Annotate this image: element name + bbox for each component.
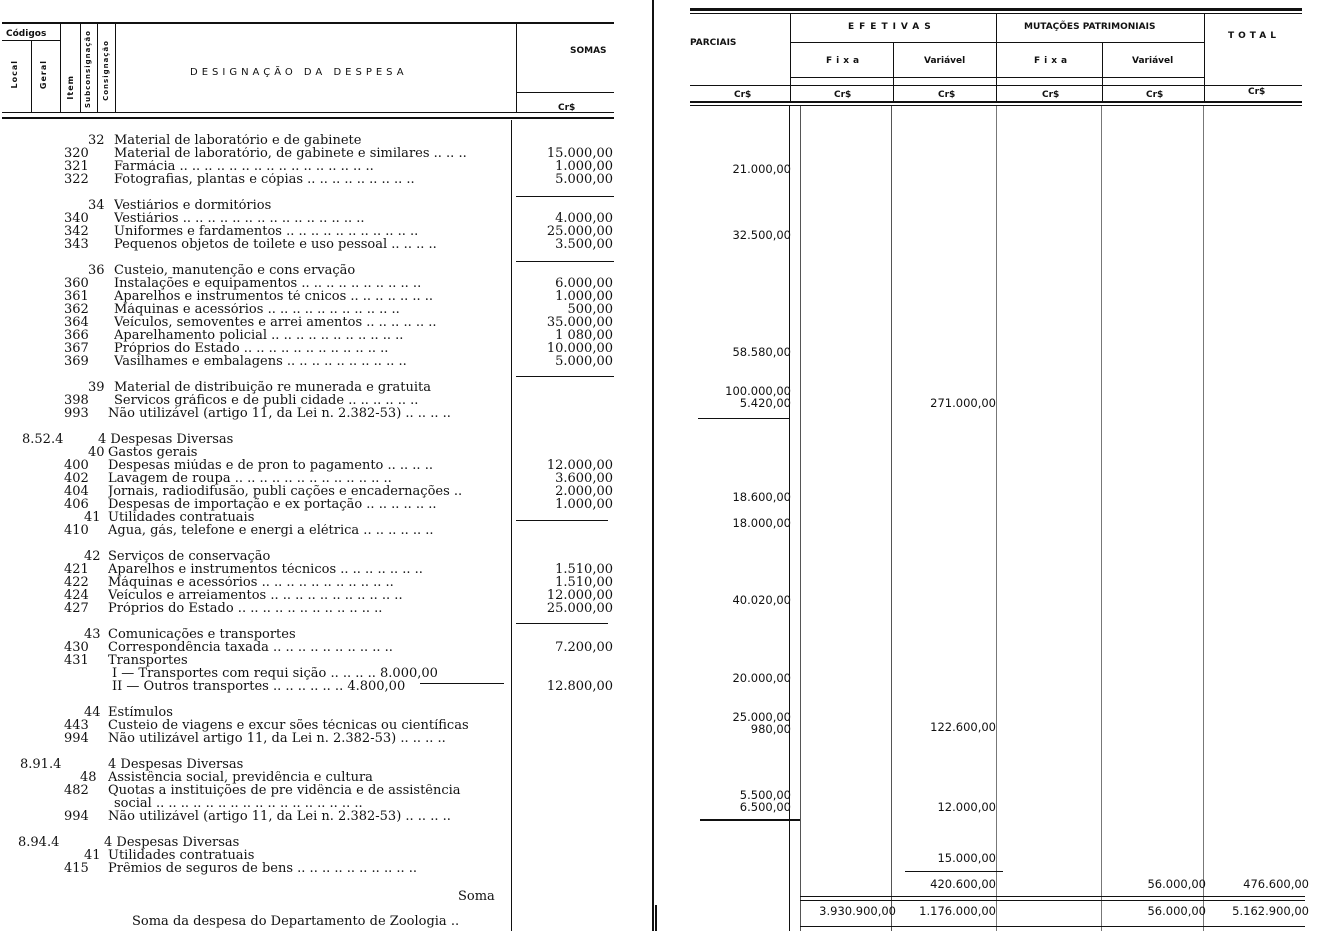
row-code: 320 [64,146,89,161]
row-code: 42 [84,549,101,564]
section-rule [516,196,614,197]
variavel-value: 15.000,00 [937,851,996,865]
row-description: Gastos gerais [108,446,198,459]
row-description: Despesas miúdas e de pron to pagamento .. .. .. .. [108,459,433,472]
row-code: 415 [64,861,89,876]
codigos-label: Códigos [6,29,47,39]
row-code: 994 [64,809,89,824]
row-description: Fotografias, plantas e cópias .. .. .. .. .. .. .. .. .. [114,173,415,186]
row-code: 340 [64,211,89,226]
row-description: Próprios do Estado .. .. .. .. .. .. .. .. .. .. .. .. [108,602,383,615]
row-description: Jornais, radiodifusão, publi cações e encadernações .. [108,485,463,498]
row-value: 10.000,00 [546,341,613,356]
row-code: 32 [88,133,105,148]
row-description: Correspondência taxada .. .. .. .. .. .. .. .. .. .. [108,641,393,654]
row-code: 366 [64,328,89,343]
row-value: 1.000,00 [555,497,613,512]
header-top-rule [2,22,614,24]
page-gutter [655,905,657,931]
variavel2-header: Variável [1132,56,1174,66]
row-description: Material de distribuição re munerada e gratuita [114,381,431,394]
row-code: 8.52.4 [22,432,64,447]
sum-rule [800,900,1305,901]
sum-mutacoes-variavel: 56.000,00 [1147,877,1206,891]
row-code: 362 [64,302,89,317]
row-code: 443 [64,718,89,733]
row-description: Aparelhamento policial .. .. .. .. .. .. .. .. .. .. .. [114,329,404,342]
row-value: 1.510,00 [555,562,613,577]
cur-variavel2: Cr$ [1146,90,1164,100]
row-description: Agua, gás, telefone e energi a elétrica .. .. .. .. .. .. [108,524,434,537]
row-code: 400 [64,458,89,473]
col-rule [790,14,791,103]
row-value: 500,00 [567,302,613,317]
row-description: Servicos gráficos e de publi cidade .. .. .. .. .. .. [114,394,419,407]
row-description: Custeio, manutenção e cons ervação [114,264,356,277]
item-label: Item [66,75,75,100]
row-description: Veículos, semoventes e arrei amentos .. .. .. .. .. .. [114,316,437,329]
row-value: 6.000,00 [555,276,613,291]
cur-total: Cr$ [1248,87,1266,97]
parcial-value: 980,00 [750,722,791,736]
col-rule [996,14,997,103]
section-rule [516,520,608,521]
somas-header: SOMAS [570,46,607,56]
row-value: 2.000,00 [555,484,613,499]
col-rule [1101,106,1102,931]
parcial-value: 18.600,00 [732,490,791,504]
page-gutter [652,0,654,931]
variavel-value: 12.000,00 [937,800,996,814]
row-code: 424 [64,588,89,603]
section-rule [516,261,614,262]
row-description: Lavagem de roupa .. .. .. .. .. .. .. .. .. .. .. .. .. [108,472,392,485]
row-value: 1 080,00 [555,328,613,343]
row-description: Soma [458,890,495,903]
row-value: 12.000,00 [546,588,613,603]
row-value: 15.000,00 [546,146,613,161]
sub-rule [420,683,504,684]
right-top-rule [690,8,1302,11]
col-rule [800,106,801,931]
row-code: 48 [80,770,97,785]
row-code: 430 [64,640,89,655]
row-value: 1.000,00 [555,159,613,174]
variavel-value: 271.000,00 [930,396,996,410]
row-code: 410 [64,523,89,538]
parcial-value: 58.580,00 [732,345,791,359]
parcial-value: 20.000,00 [732,671,791,685]
col-rule [996,106,997,931]
fixa2-header: Fixa [1034,56,1072,66]
row-code: 406 [64,497,89,512]
row-code: 369 [64,354,89,369]
row-description: Máquinas e acessórios .. .. .. .. .. .. .. .. .. .. .. [114,303,400,316]
row-value: 5.000,00 [555,354,613,369]
designacao-header: DESIGNAÇÃO DA DESPESA [190,67,408,78]
parcial-value: 32.500,00 [732,228,791,242]
row-value: 12.000,00 [546,458,613,473]
row-code: 36 [88,263,105,278]
parcial-value: 25.000,00 [732,710,791,724]
row-description: Uniformes e fardamentos .. .. .. .. .. .. .. .. .. .. .. [114,225,419,238]
row-description: Soma da despesa do Departamento de Zoologia .. [132,915,460,928]
sum-variavel: 420.600,00 [930,877,996,891]
parcial-value: 100.000,00 [725,384,791,398]
row-value: 35.000,00 [546,315,613,330]
row-code: 427 [64,601,89,616]
row-code: 8.94.4 [18,835,60,850]
grand-mutacoes-variavel: 56.000,00 [1147,904,1206,918]
row-value: 12.800,00 [546,679,613,694]
row-description: 4 Despesas Diversas [108,758,244,771]
parcial-value: 5.420,00 [739,396,791,410]
parcial-value: 6.500,00 [739,800,791,814]
row-code: 994 [64,731,89,746]
sum-rule [700,819,800,821]
row-code: 343 [64,237,89,252]
row-value: 25.000,00 [546,601,613,616]
row-code: 322 [64,172,89,187]
row-description: Serviços de conservação [108,550,271,563]
somas-currency: Cr$ [558,103,576,113]
row-code: 431 [64,653,89,668]
row-description: Não utilizável (artigo 11, da Lei n. 2.382-53) .. .. .. .. [108,810,451,823]
row-code: 404 [64,484,89,499]
sum-total: 476.600,00 [1243,877,1309,891]
row-code: 34 [88,198,105,213]
row-value: 25.000,00 [546,224,613,239]
subconsignacao-label: Subconsignação [84,30,92,108]
geral-label: Geral [39,60,48,90]
sum-rule [905,871,1003,872]
mutacoes-header: MUTAÇÕES PATRIMONIAIS [1024,22,1156,32]
row-description: Custeio de viagens e excur sões técnicas ou científicas [108,719,469,732]
row-description: Vestiários e dormitórios [114,199,272,212]
row-description: Transportes [108,654,188,667]
row-description: social .. .. .. .. .. .. .. .. .. .. .. .. .. .. .. .. .. [114,797,363,810]
col-rule [1102,43,1103,103]
row-description: Não utilizável artigo 11, da Lei n. 2.382-53) .. .. .. .. [108,732,446,745]
somas-rule [516,92,614,93]
grand-fixa: 3.930.900,00 [819,904,896,918]
col-rule [115,24,116,112]
row-description: Próprios do Estado .. .. .. .. .. .. .. .. .. .. .. .. [114,342,389,355]
total-header: TOTAL [1228,31,1280,41]
cur-parciais: Cr$ [734,90,752,100]
row-description: Aparelhos e instrumentos té cnicos .. .. .. .. .. .. .. [114,290,434,303]
row-code: 364 [64,315,89,330]
col-rule [80,24,81,112]
variavel-value: 122.600,00 [930,720,996,734]
row-code: 41 [84,848,101,863]
row-value: 1.000,00 [555,289,613,304]
row-value: 1.510,00 [555,575,613,590]
row-code: 40 [88,445,105,460]
row-code: 421 [64,562,89,577]
grand-total: 5.162.900,00 [1232,904,1309,918]
row-description: II — Outros transportes .. .. .. .. .. .. 4.800,00 [112,680,406,693]
row-description: Utilidades contratuais [108,849,255,862]
parcial-value: 5.500,00 [739,788,791,802]
row-code: 342 [64,224,89,239]
cur-variavel: Cr$ [938,90,956,100]
subheader-rule-2 [790,77,1204,78]
section-rule [516,376,614,377]
section-rule [516,623,608,624]
row-description: Comunicações e transportes [108,628,296,641]
row-description: Máquinas e acessórios .. .. .. .. .. .. .. .. .. .. .. [108,576,394,589]
row-code: 402 [64,471,89,486]
row-description: Prêmios de seguros de bens .. .. .. .. .. .. .. .. .. .. [108,862,417,875]
row-code: 43 [84,627,101,642]
row-description: I — Transportes com requi sição .. .. .. .. 8.000,00 [112,667,438,680]
parciais-header: PARCIAIS [690,38,737,48]
row-value: 4.000,00 [555,211,613,226]
efetivas-header: EFETIVAS [848,22,936,32]
grand-variavel: 1.176.000,00 [919,904,996,918]
subheader-rule [790,42,1204,43]
header-bottom-rule [2,112,614,113]
header-bottom-rule-2 [2,117,614,119]
local-label: Local [10,60,19,89]
col-rule [31,40,32,112]
row-value: 5.000,00 [555,172,613,187]
col-rule [97,24,98,112]
row-description: Veículos e arreiamentos .. .. .. .. .. .. .. .. .. .. .. [108,589,403,602]
row-code: 361 [64,289,89,304]
row-value: 3.600,00 [555,471,613,486]
row-description: Assistência social, previdência e cultura [108,771,373,784]
somas-column-rule [511,120,512,931]
row-code: 44 [84,705,101,720]
row-description: Material de laboratório, de gabinete e similares .. .. .. [114,147,467,160]
sum-rule [800,926,1305,927]
row-description: 4 Despesas Diversas [104,836,240,849]
consignacao-label: Consignação [102,40,110,101]
col-rule [891,106,892,931]
row-code: 321 [64,159,89,174]
row-description: Pequenos objetos de toilete e uso pessoal .. .. .. .. [114,238,437,251]
row-description: Quotas a instituições de pre vidência e de assistência [108,784,461,797]
col-rule [516,24,517,112]
row-description: Estímulos [108,706,173,719]
parcial-value: 21.000,00 [732,162,791,176]
row-code: 39 [88,380,105,395]
row-description: Vestiários .. .. .. .. .. .. .. .. .. .. .. .. .. .. .. [114,212,365,225]
row-description: Aparelhos e instrumentos técnicos .. .. .. .. .. .. .. [108,563,423,576]
row-code: 367 [64,341,89,356]
row-description: Vasilhames e embalagens .. .. .. .. .. .. .. .. .. .. [114,355,407,368]
col-rule [1204,14,1205,103]
cur-fixa: Cr$ [834,90,852,100]
variavel-header: Variável [924,56,966,66]
row-description: 4 Despesas Diversas [98,433,234,446]
row-description: Farmácia .. .. .. .. .. .. .. .. .. .. .. .. .. .. .. .. [114,160,374,173]
parcial-value: 18.000,00 [732,516,791,530]
row-code: 360 [64,276,89,291]
row-description: Despesas de importação e ex portação .. .. .. .. .. .. [108,498,437,511]
row-description: Utilidades contratuais [108,511,255,524]
row-code: 398 [64,393,89,408]
row-value: 3.500,00 [555,237,613,252]
parcial-value: 40.020,00 [732,593,791,607]
row-description: Não utilizável (artigo 11, da Lei n. 2.382-53) .. .. .. .. [108,407,451,420]
sum-rule [800,896,1305,897]
sum-rule [698,418,790,419]
col-rule [893,43,894,103]
row-description: Instalações e equipamentos .. .. .. .. .. .. .. .. .. .. [114,277,422,290]
row-code: 422 [64,575,89,590]
col-rule [60,24,61,112]
row-code: 41 [84,510,101,525]
cur-fixa2: Cr$ [1042,90,1060,100]
row-value: 7.200,00 [555,640,613,655]
row-code: 993 [64,406,89,421]
row-code: 8.91.4 [20,757,62,772]
row-description: Material de laboratório e de gabinete [114,134,362,147]
fixa-header: Fixa [826,56,864,66]
row-code: 482 [64,783,89,798]
col-rule [1203,106,1204,931]
